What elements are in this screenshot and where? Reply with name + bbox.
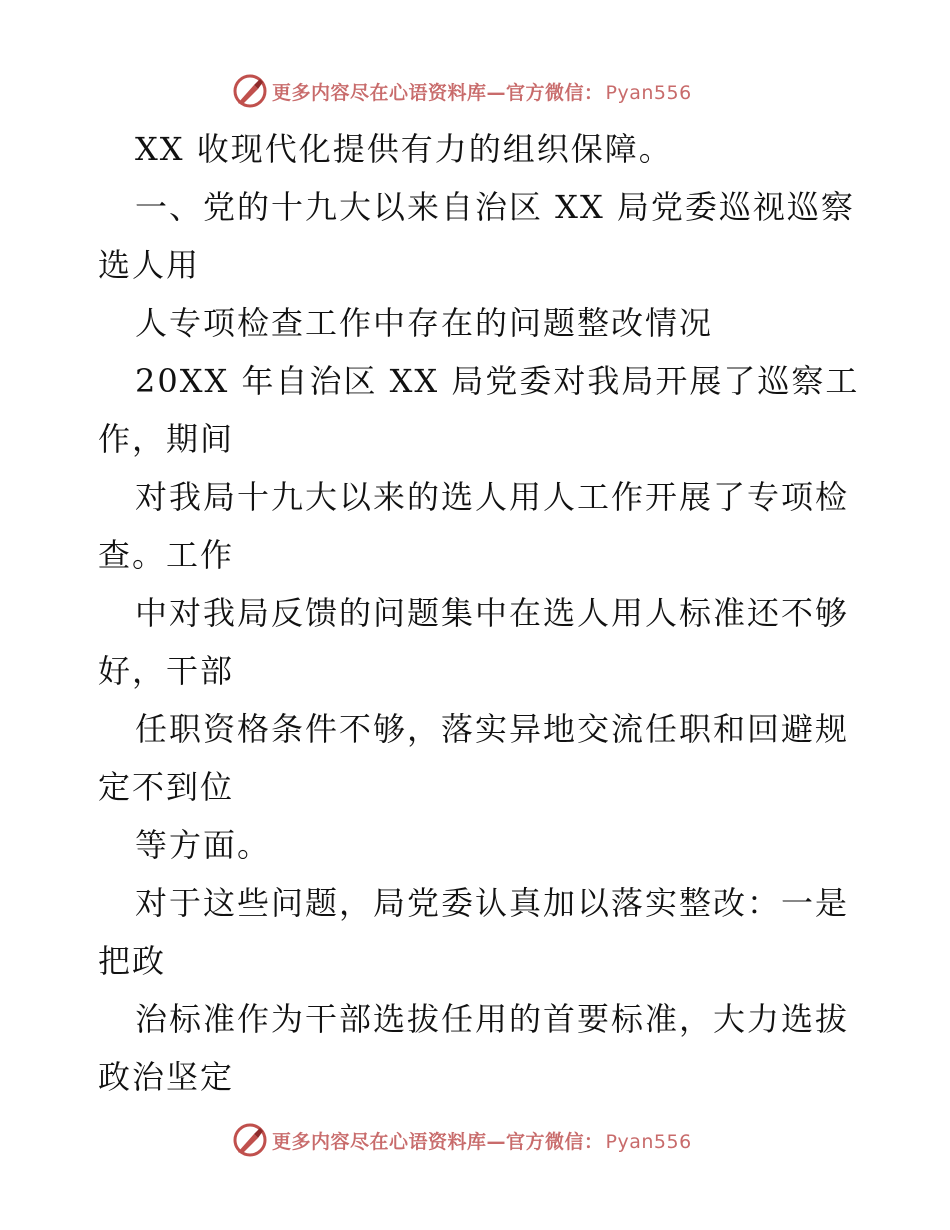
text-line: 人专项检查工作中存在的问题整改情况: [135, 304, 714, 342]
text-line: 一、党的十九大以来自治区 XX 局党委巡视巡察: [135, 188, 855, 226]
watermark-text: 更多内容尽在心语资料库—官方微信： Pyan556: [272, 81, 692, 104]
header-watermark: [232, 71, 712, 111]
text-line: 选人用: [98, 246, 201, 284]
text-line: 好，干部: [98, 652, 235, 690]
text-line: 中对我局反馈的问题集中在选人用人标准还不够: [135, 594, 850, 632]
watermark-text: 更多内容尽在心语资料库—官方微信： Pyan556: [272, 1130, 692, 1153]
text-line: 任职资格条件不够，落实异地交流任职和回避规: [135, 710, 850, 748]
text-line: 20XX 年自治区 XX 局党委对我局开展了巡察工: [135, 362, 860, 400]
pen-logo-icon: [232, 1122, 268, 1158]
text-line: 等方面。: [135, 826, 272, 864]
text-line: 查。工作: [98, 536, 235, 574]
text-line: 治标准作为干部选拔任用的首要标准，大力选拔: [135, 1000, 850, 1038]
text-line: 对我局十九大以来的选人用人工作开展了专项检: [135, 478, 850, 516]
document-body: [98, 120, 858, 1106]
text-line: 作，期间: [98, 420, 235, 458]
text-line: 政治坚定: [98, 1058, 235, 1096]
text-line: XX 收现代化提供有力的组织保障。: [135, 130, 673, 168]
text-line: 定不到位: [98, 768, 235, 806]
text-line: 把政: [98, 942, 167, 980]
text-line: 对于这些问题，局党委认真加以落实整改：一是: [135, 884, 850, 922]
footer-watermark: [232, 1120, 712, 1160]
pen-logo-icon: [232, 73, 268, 109]
